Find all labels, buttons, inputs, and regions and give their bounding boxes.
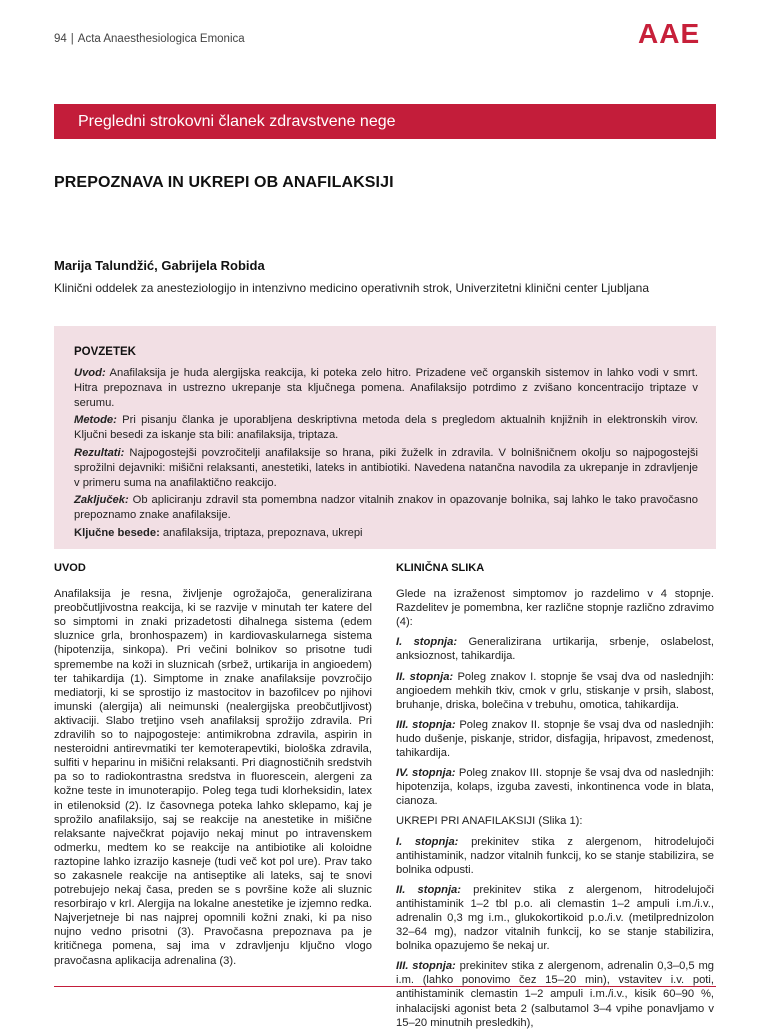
measure-text: prekinitev stika z alergenom, adrenalin 0,3–0,5 mg i.m. (lahko ponovimo čez 15–20 min), vstavitev i.v. poti, antihistaminik clemastin 1–2 ampuli i.m./i.v., kisik 60–90 %, inhalacijski agonist beta 2 (salbutamol 3–4 vpihe ponavljamo v 15–20 minutnih presledkih), xyxy=(396,960,714,1029)
section-heading-uvod: UVOD xyxy=(54,562,86,574)
measure-paragraph xyxy=(396,883,714,953)
left-column xyxy=(54,561,372,974)
abstract-label: Uvod: xyxy=(74,367,106,379)
page-number: 94 xyxy=(54,33,67,45)
abstract-text: Najpogostejši povzročitelji anafilaksije so hrana, piki žuželk in zdravila. V bolnišničnem okolju so najpogostejši sprožilni dejavniki: mišični relaksanti, anestetiki, lateks in antibiotiki. Navedena natančna navodila za ukrepanje in zdravljenje v primeru suma na anafilaktično reakcijo. xyxy=(74,446,698,489)
abstract-text: Pri pisanju članka je uporabljena deskriptivna metoda dela s pregledom aktualnih knjižnih in elektronskih virov. Ključni besedi za iskanje sta bili: anafilaksija, triptaza. xyxy=(74,414,698,442)
measure-paragraph xyxy=(396,835,714,877)
abstract-text: Anafilaksija je huda alergijska reakcija, ki poteka zelo hitro. Prizadene več organskih sistemov in lahko vodi v smrt. Hitra prepoznava in ustrezno ukrepanje sta ključnega pomena. Anafilaksijo potrdimo z zvišano koncentracijo triptaze v serumu. xyxy=(74,367,698,409)
measure-label: I. stopnja: xyxy=(396,835,459,848)
measure-label: III. stopnja: xyxy=(396,960,456,973)
abstract-keywords xyxy=(74,526,698,541)
footer-rule xyxy=(54,986,716,987)
stage-paragraph xyxy=(396,766,714,808)
stage-text: Poleg znakov III. stopnje še vsaj dva od naslednjih: hipotenzija, kolaps, izguba zavesti, inkontinenca vode in blata, cianoza. xyxy=(396,767,714,808)
keywords-text: anafilaksija, triptaza, prepoznava, ukrepi xyxy=(159,526,363,539)
keywords-label: Ključne besede: xyxy=(74,526,160,539)
stage-text: Generalizirana urtikarija, srbenje, oslabelost, anksioznost, tahikardija. xyxy=(396,636,714,663)
right-column xyxy=(396,561,714,1036)
measures-heading: UKREPI PRI ANAFILAKSIJI (Slika 1): xyxy=(396,815,583,828)
stage-paragraph xyxy=(396,635,714,663)
stage-label: III. stopnja: xyxy=(396,718,456,731)
abstract-results xyxy=(74,446,698,490)
stage-label: IV. stopnja: xyxy=(396,767,456,780)
abstract-box xyxy=(54,326,716,549)
journal-name: Acta Anaesthesiologica Emonica xyxy=(77,33,245,45)
article-authors: Marija Talundžić, Gabrijela Robida xyxy=(54,258,265,273)
stage-paragraph xyxy=(396,670,714,712)
journal-logo: AAE xyxy=(638,18,701,49)
abstract-intro xyxy=(74,366,698,410)
article-title: PREPOZNAVA IN UKREPI OB ANAFILAKSIJI xyxy=(54,174,394,191)
measure-label: II. stopnja: xyxy=(396,883,461,896)
measure-text: prekinitev stika z alergenom, hitrodelujoči antihistaminik, nadzor vitalnih funkcij, ko se stanje stabilizira, se bolnika odpusti. xyxy=(396,835,714,876)
abstract-conclusion xyxy=(74,493,698,523)
abstract-text: Ob apliciranju zdravil sta pomembna nadzor vitalnih znakov in opazovanje bolnika, saj lahko le tako pravočasno prepoznamo znake anafilaksije. xyxy=(74,494,698,522)
abstract-label: Zaključek: xyxy=(74,494,129,507)
section-heading-klinicna-slika: KLINIČNA SLIKA xyxy=(396,562,485,574)
measure-paragraph xyxy=(396,959,714,1029)
article-type-banner xyxy=(54,104,716,139)
stage-text: Poleg znakov II. stopnje še vsaj dva od naslednjih: hudo dušenje, piskanje, stridor, disfagija, hripavost, zmedenost, tahikardija. xyxy=(396,718,715,760)
stage-paragraph xyxy=(396,718,714,760)
abstract-label: Rezultati: xyxy=(74,446,125,459)
measure-text: prekinitev stika z alergenom, hitrodelujoči antihistaminik 1–2 tbl p.o. ali clemastin 1–2 ampuli i.m./i.v., adrenalin 0,3 mg i.m., glukokortikoid p.o./i.v. (metilprednizolon 32–64 mg), nadzor vitalnih funkcij, ko se stanje stabilizira, bolnika opazujemo še nekaj ur. xyxy=(396,883,714,953)
article-type-label: Pregledni strokovni članek zdravstvene nege xyxy=(78,113,396,130)
running-header: 94 | Acta Anaesthesiologica Emonica xyxy=(54,33,245,45)
abstract-methods xyxy=(74,413,698,443)
body-paragraph: Anafilaksija je resna, življenje ogrožajoča, generalizirana preobčutljivostna reakcija, ki se razvije v minutah ter katere del so simptomi in znaki prizadetosti dihalnega sistema (edem sluznice grla, bronhospazem) in kardiovaskularnega sistema (hipotenzija, sinkopa). Pri večini bolnikov so prisotne tudi spremembe na koži in sluznicah (srbež, urtikarija in angioedem) ter tahikardija (1). Simptome in znake anafilaksije povzročijo mediatorji, ki se sprostijo iz mastocitov in bazofilcev po njihovi imunski (alergija) ali neimunski (nealergijska preobčutljivost) aktivaciji. Slabo tretjino vseh anafilaksij sprožijo zdravila. Pri zdravilih so to najpogosteje: antimikrobna zdravila, aspirin in nesteroidni antirevmatiki ter kemoterapevtiki, biološka zdravila, sulfiti v heparinu in mišični relaksanti. Pri diagnostičnih sredstvih pa so to radiokontrastna sredstva in fluorescein, alergeni za kožne teste in imunoterapijo. Poleg tega tudi klorheksidin, latex in etilenoksid (2). Iz časovnega poteka lahko sklepamo, kaj je sprožilo anafilaksijo, saj se reakcije na anestetike in mišične relaksante največkrat pojavijo nekaj minut po intravenskem odmerku, medtem ko se reakcije na antibiotike ali koloidne raztopine lahko izrazijo kasneje (tudi več kot pol ure). Prav tako so zakasnele reakcije na antiseptike ali lateks, saj te snovi potrebujejo nekaj časa, preden se s površine kože ali sluznic resorbirajo v krI. Alergija na lokalne anestetike je izjemno redka. Najverjetneje bi nas najprej opomnili kožni znaki, ki pa niso nujno vedno prisotni (3). Pravočasna prepoznava pa je kritičnega pomena, saj ima v zdravljenju ključno vlogo pravočasna aplikacija adrenalina (3). xyxy=(54,588,372,967)
stage-label: II. stopnja: xyxy=(396,670,454,683)
stage-label: I. stopnja: xyxy=(396,636,458,649)
abstract-label: Metode: xyxy=(74,414,117,427)
body-paragraph: Glede na izraženost simptomov jo razdelimo v 4 stopnje. Razdelitev je pomembna, ker različne stopnje različno zdravimo (4): xyxy=(396,588,714,629)
abstract-heading: POVZETEK xyxy=(74,346,136,358)
stage-text: Poleg znakov I. stopnje še vsaj dva od naslednjih: angioedem mehkih tkiv, cmok v grlu, stiskanje v prsih, slabost, bruhanje, driska, bolečina v trebuhu, omotica, tahikardija. xyxy=(396,670,715,711)
author-affiliation: Klinični oddelek za anesteziologijo in intenzivno medicino operativnih strok, Univerzitetni klinični center Ljubljana xyxy=(54,281,649,295)
